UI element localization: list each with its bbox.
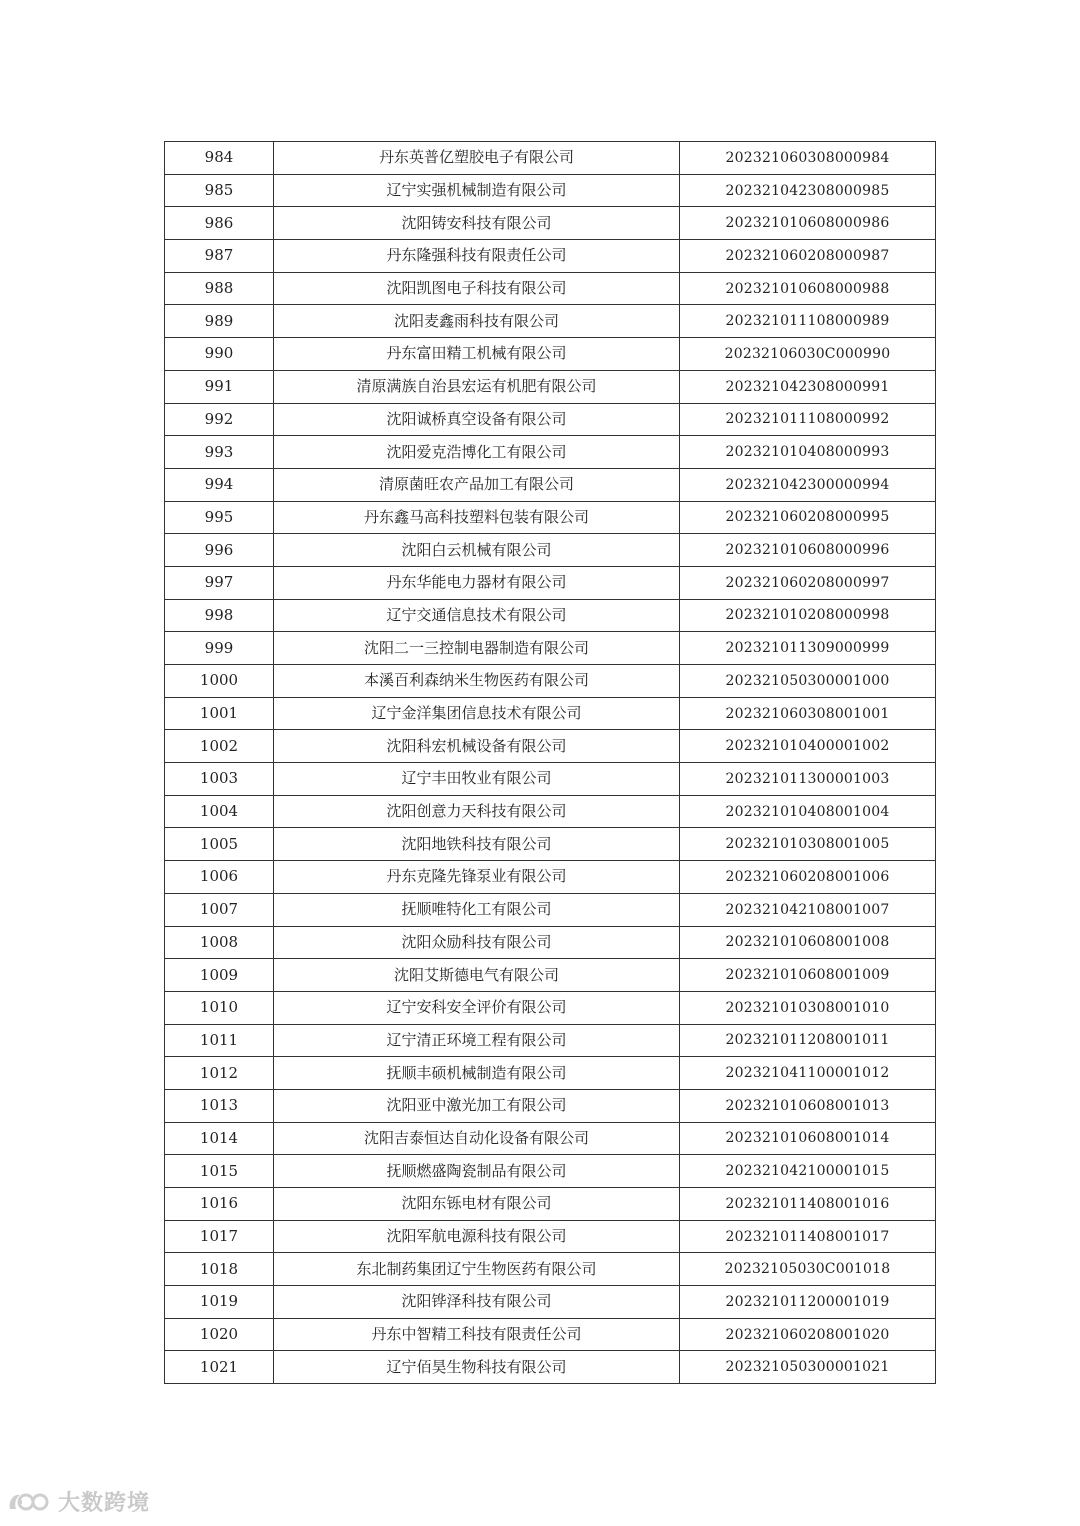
row-number: 987 xyxy=(165,240,274,273)
registration-code: 202321010608001009 xyxy=(680,959,936,992)
row-number: 984 xyxy=(165,142,274,175)
table-row xyxy=(165,1253,936,1286)
table-row xyxy=(165,338,936,371)
company-name: 辽宁交通信息技术有限公司 xyxy=(274,599,680,632)
company-name: 沈阳凯图电子科技有限公司 xyxy=(274,272,680,305)
table-row xyxy=(165,632,936,665)
table-row xyxy=(165,403,936,436)
registration-code: 202321010208000998 xyxy=(680,599,936,632)
company-name: 沈阳白云机械有限公司 xyxy=(274,534,680,567)
registration-code: 202321010308001005 xyxy=(680,828,936,861)
row-number: 993 xyxy=(165,436,274,469)
table-row xyxy=(165,697,936,730)
table-row xyxy=(165,436,936,469)
row-number: 988 xyxy=(165,272,274,305)
table-row xyxy=(165,991,936,1024)
registration-code: 20232106030C000990 xyxy=(680,338,936,371)
registration-code: 202321011200001019 xyxy=(680,1286,936,1319)
table-row xyxy=(165,1122,936,1155)
table-row xyxy=(165,861,936,894)
company-name: 辽宁清正环境工程有限公司 xyxy=(274,1024,680,1057)
registration-code: 202321042300000994 xyxy=(680,468,936,501)
row-number: 998 xyxy=(165,599,274,632)
table-row xyxy=(165,599,936,632)
table-row xyxy=(165,305,936,338)
company-name: 丹东富田精工机械有限公司 xyxy=(274,338,680,371)
company-name: 东北制药集团辽宁生物医药有限公司 xyxy=(274,1253,680,1286)
registration-code: 202321050300001000 xyxy=(680,665,936,698)
row-number: 1018 xyxy=(165,1253,274,1286)
table-row xyxy=(165,174,936,207)
company-name: 沈阳爱克浩博化工有限公司 xyxy=(274,436,680,469)
registration-code: 202321010408000993 xyxy=(680,436,936,469)
watermark-logo-icon xyxy=(6,1489,54,1515)
registration-code: 202321042108001007 xyxy=(680,893,936,926)
registration-code: 202321060208000987 xyxy=(680,240,936,273)
row-number: 1012 xyxy=(165,1057,274,1090)
registration-code: 202321010608000996 xyxy=(680,534,936,567)
table-body xyxy=(165,142,936,1384)
row-number: 1019 xyxy=(165,1286,274,1319)
company-name: 沈阳创意力天科技有限公司 xyxy=(274,795,680,828)
registration-code: 202321011408001017 xyxy=(680,1220,936,1253)
table-row xyxy=(165,534,936,567)
table-row xyxy=(165,828,936,861)
company-name: 沈阳艾斯德电气有限公司 xyxy=(274,959,680,992)
company-list-table xyxy=(164,141,936,1384)
registration-code: 202321010608001013 xyxy=(680,1089,936,1122)
watermark xyxy=(6,1486,150,1517)
row-number: 999 xyxy=(165,632,274,665)
company-name: 清原菌旺农产品加工有限公司 xyxy=(274,468,680,501)
company-name: 沈阳铧泽科技有限公司 xyxy=(274,1286,680,1319)
table-row xyxy=(165,142,936,175)
registration-code: 202321010408001004 xyxy=(680,795,936,828)
registration-code: 202321011408001016 xyxy=(680,1188,936,1221)
company-name: 丹东隆强科技有限责任公司 xyxy=(274,240,680,273)
registration-code: 202321010608000988 xyxy=(680,272,936,305)
company-name: 沈阳诚桥真空设备有限公司 xyxy=(274,403,680,436)
registration-code: 202321011309000999 xyxy=(680,632,936,665)
table-row xyxy=(165,1188,936,1221)
company-name: 辽宁安科安全评价有限公司 xyxy=(274,991,680,1024)
company-name: 沈阳军航电源科技有限公司 xyxy=(274,1220,680,1253)
registration-code: 20232105030C001018 xyxy=(680,1253,936,1286)
registration-code: 202321041100001012 xyxy=(680,1057,936,1090)
table-row xyxy=(165,926,936,959)
company-name: 沈阳铸安科技有限公司 xyxy=(274,207,680,240)
company-name: 丹东鑫马高科技塑料包装有限公司 xyxy=(274,501,680,534)
row-number: 1009 xyxy=(165,959,274,992)
registration-code: 202321011108000992 xyxy=(680,403,936,436)
row-number: 1000 xyxy=(165,665,274,698)
table-row xyxy=(165,763,936,796)
registration-code: 202321042308000991 xyxy=(680,370,936,403)
table-row xyxy=(165,468,936,501)
registration-code: 202321060208001020 xyxy=(680,1318,936,1351)
row-number: 995 xyxy=(165,501,274,534)
company-name: 沈阳麦鑫雨科技有限公司 xyxy=(274,305,680,338)
registration-code: 202321011108000989 xyxy=(680,305,936,338)
registration-code: 202321010608001008 xyxy=(680,926,936,959)
row-number: 991 xyxy=(165,370,274,403)
company-name: 清原满族自治县宏运有机肥有限公司 xyxy=(274,370,680,403)
watermark-text: 大数跨境 xyxy=(58,1491,151,1516)
table-row xyxy=(165,240,936,273)
row-number: 1014 xyxy=(165,1122,274,1155)
company-name: 丹东中智精工科技有限责任公司 xyxy=(274,1318,680,1351)
row-number: 1001 xyxy=(165,697,274,730)
registration-code: 202321060208000997 xyxy=(680,566,936,599)
row-number: 992 xyxy=(165,403,274,436)
row-number: 1002 xyxy=(165,730,274,763)
registration-code: 202321042308000985 xyxy=(680,174,936,207)
table-row xyxy=(165,207,936,240)
company-name: 沈阳地铁科技有限公司 xyxy=(274,828,680,861)
row-number: 996 xyxy=(165,534,274,567)
company-name: 本溪百利森纳米生物医药有限公司 xyxy=(274,665,680,698)
company-name: 沈阳吉泰恒达自动化设备有限公司 xyxy=(274,1122,680,1155)
company-name: 辽宁金洋集团信息技术有限公司 xyxy=(274,697,680,730)
table-row xyxy=(165,1155,936,1188)
row-number: 1020 xyxy=(165,1318,274,1351)
company-name: 沈阳众励科技有限公司 xyxy=(274,926,680,959)
registration-code: 202321011208001011 xyxy=(680,1024,936,1057)
row-number: 1006 xyxy=(165,861,274,894)
table-row xyxy=(165,959,936,992)
table-row xyxy=(165,730,936,763)
table-row xyxy=(165,370,936,403)
table-row xyxy=(165,501,936,534)
table-row xyxy=(165,1351,936,1384)
table-row xyxy=(165,566,936,599)
table-row xyxy=(165,1220,936,1253)
row-number: 985 xyxy=(165,174,274,207)
row-number: 1015 xyxy=(165,1155,274,1188)
row-number: 1011 xyxy=(165,1024,274,1057)
company-name: 沈阳亚中激光加工有限公司 xyxy=(274,1089,680,1122)
row-number: 997 xyxy=(165,566,274,599)
company-name: 抚顺丰硕机械制造有限公司 xyxy=(274,1057,680,1090)
row-number: 994 xyxy=(165,468,274,501)
company-name: 丹东华能电力器材有限公司 xyxy=(274,566,680,599)
row-number: 1004 xyxy=(165,795,274,828)
row-number: 1003 xyxy=(165,763,274,796)
company-name: 沈阳二一三控制电器制造有限公司 xyxy=(274,632,680,665)
row-number: 1013 xyxy=(165,1089,274,1122)
registration-code: 202321010308001010 xyxy=(680,991,936,1024)
row-number: 1021 xyxy=(165,1351,274,1384)
registration-code: 202321042100001015 xyxy=(680,1155,936,1188)
company-name: 丹东英普亿塑胶电子有限公司 xyxy=(274,142,680,175)
registration-code: 202321060208000995 xyxy=(680,501,936,534)
company-name: 沈阳东铄电材有限公司 xyxy=(274,1188,680,1221)
registration-code: 202321050300001021 xyxy=(680,1351,936,1384)
registration-code: 202321010608000986 xyxy=(680,207,936,240)
registration-code: 202321060308001001 xyxy=(680,697,936,730)
registration-code: 202321010400001002 xyxy=(680,730,936,763)
table-row xyxy=(165,795,936,828)
row-number: 989 xyxy=(165,305,274,338)
row-number: 986 xyxy=(165,207,274,240)
company-name: 辽宁丰田牧业有限公司 xyxy=(274,763,680,796)
row-number: 1007 xyxy=(165,893,274,926)
table-row xyxy=(165,1024,936,1057)
registration-code: 202321011300001003 xyxy=(680,763,936,796)
row-number: 1005 xyxy=(165,828,274,861)
company-name: 沈阳科宏机械设备有限公司 xyxy=(274,730,680,763)
table-row xyxy=(165,1286,936,1319)
registration-code: 202321060208001006 xyxy=(680,861,936,894)
row-number: 990 xyxy=(165,338,274,371)
registration-code: 202321010608001014 xyxy=(680,1122,936,1155)
company-name: 辽宁佰昊生物科技有限公司 xyxy=(274,1351,680,1384)
row-number: 1010 xyxy=(165,991,274,1024)
company-name: 辽宁实强机械制造有限公司 xyxy=(274,174,680,207)
table-row xyxy=(165,1089,936,1122)
table-row xyxy=(165,665,936,698)
company-name: 抚顺唯特化工有限公司 xyxy=(274,893,680,926)
table-row xyxy=(165,1057,936,1090)
table-row xyxy=(165,1318,936,1351)
row-number: 1017 xyxy=(165,1220,274,1253)
registration-code: 202321060308000984 xyxy=(680,142,936,175)
row-number: 1008 xyxy=(165,926,274,959)
company-name: 丹东克隆先锋泵业有限公司 xyxy=(274,861,680,894)
company-name: 抚顺燃盛陶瓷制品有限公司 xyxy=(274,1155,680,1188)
table-row xyxy=(165,893,936,926)
table-row xyxy=(165,272,936,305)
row-number: 1016 xyxy=(165,1188,274,1221)
